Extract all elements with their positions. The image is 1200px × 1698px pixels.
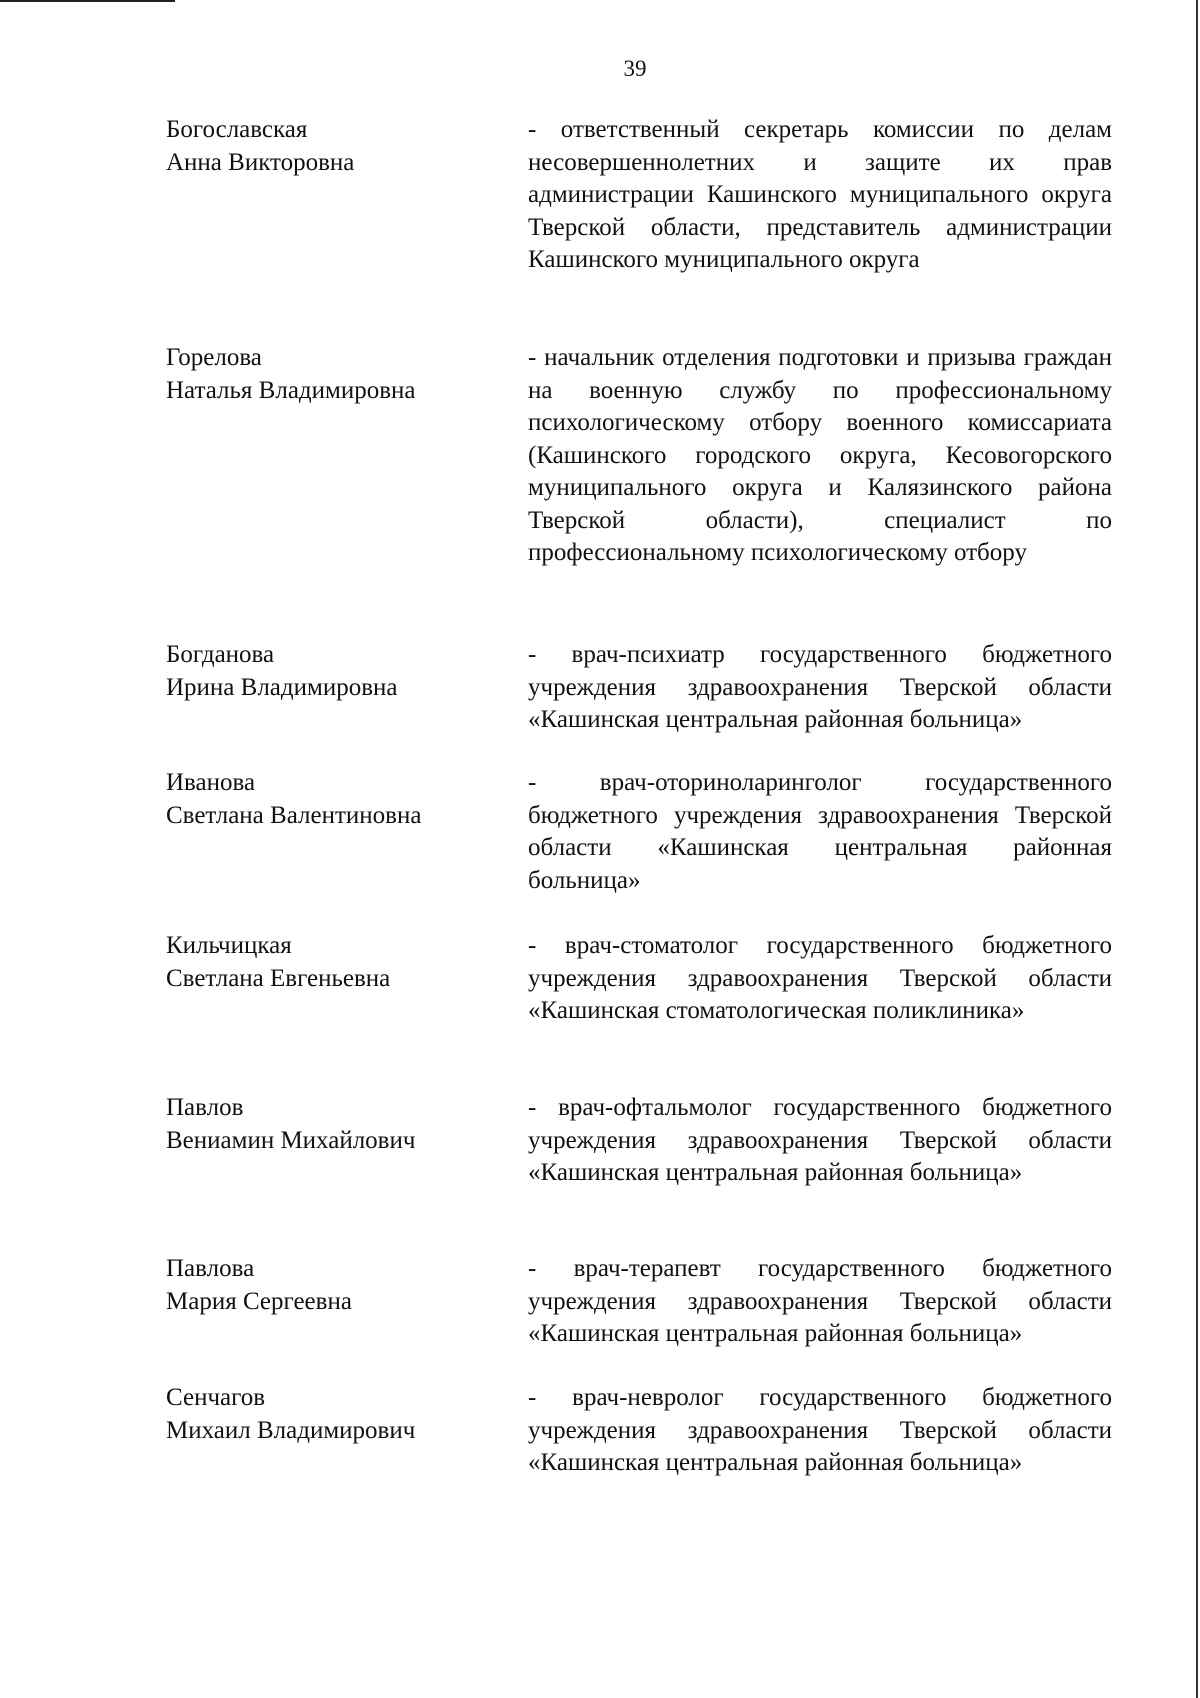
member-role: - врач-терапевт государственного бюджетного учреждения здравоохранения Тверской области «Кашинская центральная районная больница» bbox=[528, 1255, 1112, 1347]
member-surname: Горелова bbox=[166, 344, 262, 371]
member-name bbox=[166, 342, 496, 407]
member-name bbox=[166, 639, 496, 704]
member-name bbox=[166, 930, 496, 995]
scan-edge-right bbox=[1196, 0, 1198, 1698]
member-given-names: Ирина Владимировна bbox=[166, 673, 398, 701]
page-number: 39 bbox=[623, 56, 647, 81]
member-surname: Павлова bbox=[166, 1255, 255, 1282]
member-surname: Кильчицкая bbox=[166, 932, 292, 959]
scan-edge-top bbox=[0, 0, 175, 2]
member-name bbox=[166, 114, 496, 179]
member-surname: Иванова bbox=[166, 769, 256, 796]
member-role: - начальник отделения подготовки и призыва граждан на военную службу по профессиональному психологическому отбору военного комиссариата (Кашинского городского округа, Кесовогорского муниципального округа и Калязинского района Тверской области), специалист по профессиональному психологическому отбору bbox=[528, 344, 1112, 566]
member-name bbox=[166, 1382, 496, 1447]
member-given-names: Вениамин Михайлович bbox=[166, 1126, 416, 1154]
member-name bbox=[166, 1253, 496, 1318]
member-role: - врач-офтальмолог государственного бюджетного учреждения здравоохранения Тверской области «Кашинская центральная районная больница» bbox=[528, 1094, 1112, 1186]
member-surname: Сенчагов bbox=[166, 1384, 266, 1411]
member-given-names: Анна Викторовна bbox=[166, 148, 355, 176]
member-name bbox=[166, 767, 496, 832]
member-name bbox=[166, 1092, 496, 1157]
member-role: - врач-оториноларинголог государственного бюджетного учреждения здравоохранения Тверской области «Кашинская центральная районная больница» bbox=[528, 769, 1112, 894]
member-given-names: Мария Сергеевна bbox=[166, 1287, 352, 1315]
member-given-names: Михаил Владимирович bbox=[166, 1416, 416, 1444]
member-role: - ответственный секретарь комиссии по делам несовершеннолетних и защите их прав администрации Кашинского муниципального округа Тверской области, представитель администрации Кашинского муниципального округа bbox=[528, 116, 1112, 273]
member-role: - врач-стоматолог государственного бюджетного учреждения здравоохранения Тверской области «Кашинская стоматологическая поликлиника» bbox=[528, 932, 1112, 1024]
member-surname: Богданова bbox=[166, 641, 275, 668]
member-surname: Павлов bbox=[166, 1094, 244, 1121]
member-given-names: Светлана Валентиновна bbox=[166, 801, 422, 829]
member-role: - врач-невролог государственного бюджетного учреждения здравоохранения Тверской области «Кашинская центральная районная больница» bbox=[528, 1384, 1112, 1476]
member-surname: Богославская bbox=[166, 116, 308, 143]
member-given-names: Светлана Евгеньевна bbox=[166, 964, 391, 992]
member-given-names: Наталья Владимировна bbox=[166, 376, 416, 404]
member-role: - врач-психиатр государственного бюджетного учреждения здравоохранения Тверской области «Кашинская центральная районная больница» bbox=[528, 641, 1112, 733]
